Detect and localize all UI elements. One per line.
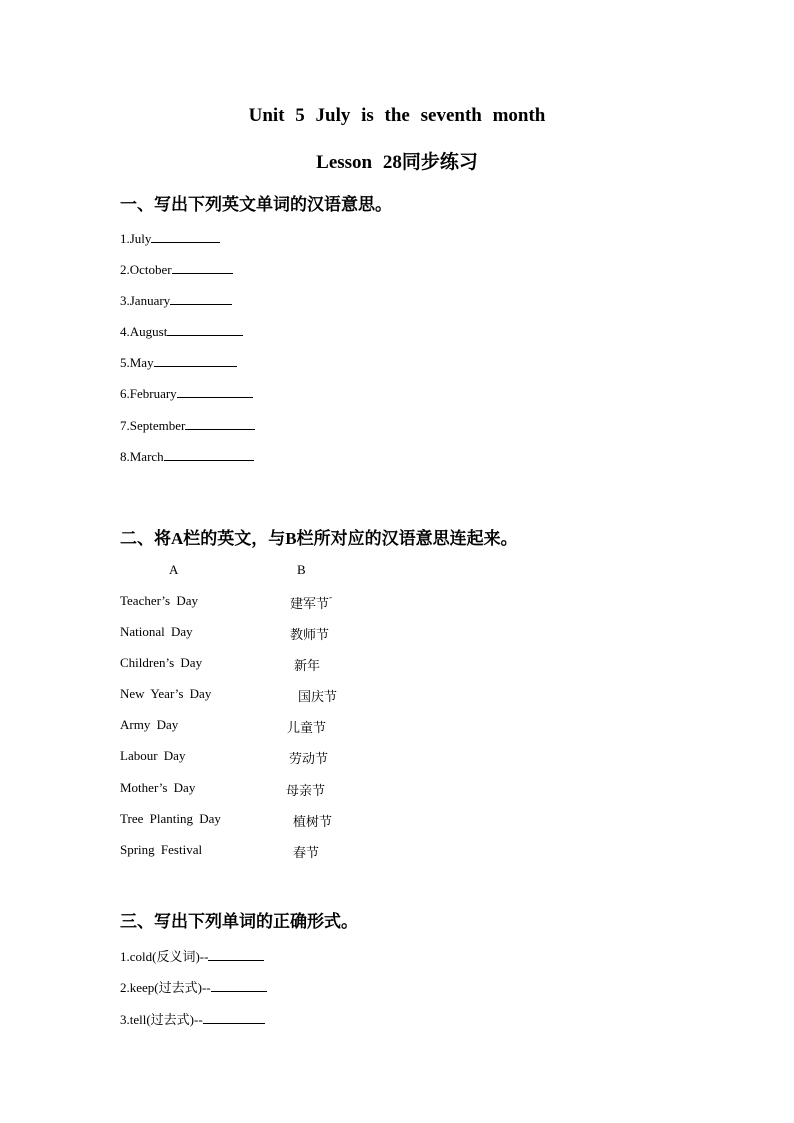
lesson-title: Lesson 28同步练习: [316, 152, 478, 173]
item-label: 2.October: [120, 262, 172, 277]
chinese-item[interactable]: 建军节-: [290, 593, 333, 612]
list-item: [120, 416, 255, 434]
english-item[interactable]: Army Day: [120, 717, 179, 732]
english-item[interactable]: Labour Day: [120, 748, 186, 763]
item-label: 3.tell(过去式)--: [120, 1012, 203, 1027]
english-item[interactable]: National Day: [120, 624, 193, 639]
list-item: [120, 946, 264, 965]
answer-blank[interactable]: [203, 1010, 265, 1024]
item-label: 1.cold(反义词)--: [120, 949, 209, 964]
chinese-item[interactable]: 母亲节: [286, 784, 326, 799]
section-2-heading: 二、将A栏的英文，与B栏所对应的汉语意思连起来。: [120, 529, 518, 548]
list-item: [120, 229, 220, 247]
chinese-item[interactable]: 春节: [293, 846, 320, 861]
item-label: 6.February: [120, 386, 177, 401]
chinese-item[interactable]: 新年: [294, 659, 321, 674]
answer-blank[interactable]: [211, 978, 267, 992]
chinese-item[interactable]: 植树节: [293, 815, 333, 830]
list-item: [120, 1009, 265, 1028]
english-item[interactable]: Teacher’s Day: [120, 593, 199, 608]
chinese-item[interactable]: 劳动节: [289, 752, 329, 767]
item-label: 2.keep(过去式)--: [120, 980, 211, 995]
list-item: [120, 291, 232, 309]
english-item[interactable]: Mother’s Day: [120, 780, 196, 795]
item-label: 4.August: [120, 324, 168, 339]
item-label: 5.May: [120, 355, 154, 370]
stray-mark-icon: -: [329, 593, 333, 603]
item-label: 7.September: [120, 418, 186, 433]
answer-blank[interactable]: [185, 416, 255, 430]
unit-title: Unit 5 July is the seventh month: [248, 105, 546, 126]
item-label: 1.July: [120, 231, 152, 246]
english-item[interactable]: Spring Festival: [120, 842, 203, 857]
answer-blank[interactable]: [177, 384, 253, 398]
list-item: [120, 977, 267, 996]
list-item: [120, 260, 233, 278]
item-label: 8.March: [120, 449, 164, 464]
chinese-item[interactable]: 国庆节: [298, 690, 338, 705]
column-b-header: B: [297, 562, 306, 577]
column-a-header: A: [169, 562, 179, 577]
english-item[interactable]: New Year’s Day: [120, 686, 212, 701]
section-1-heading: 一、写出下列英文单词的汉语意思。: [120, 195, 392, 214]
answer-blank[interactable]: [151, 229, 220, 243]
english-item[interactable]: Tree Planting Day: [120, 811, 221, 826]
item-label: 3.January: [120, 293, 171, 308]
list-item: [120, 353, 237, 371]
answer-blank[interactable]: [154, 353, 237, 367]
answer-blank[interactable]: [170, 291, 232, 305]
english-item[interactable]: Children’s Day: [120, 655, 203, 670]
chinese-item[interactable]: 儿童节: [287, 721, 327, 736]
section-3-heading: 三、写出下列单词的正确形式。: [120, 912, 358, 931]
answer-blank[interactable]: [167, 322, 243, 336]
answer-blank[interactable]: [208, 947, 264, 961]
list-item: [120, 322, 243, 340]
answer-blank[interactable]: [164, 447, 254, 461]
answer-blank[interactable]: [172, 260, 233, 274]
chinese-item[interactable]: 教师节: [290, 628, 330, 643]
list-item: [120, 447, 254, 465]
list-item: [120, 384, 253, 402]
